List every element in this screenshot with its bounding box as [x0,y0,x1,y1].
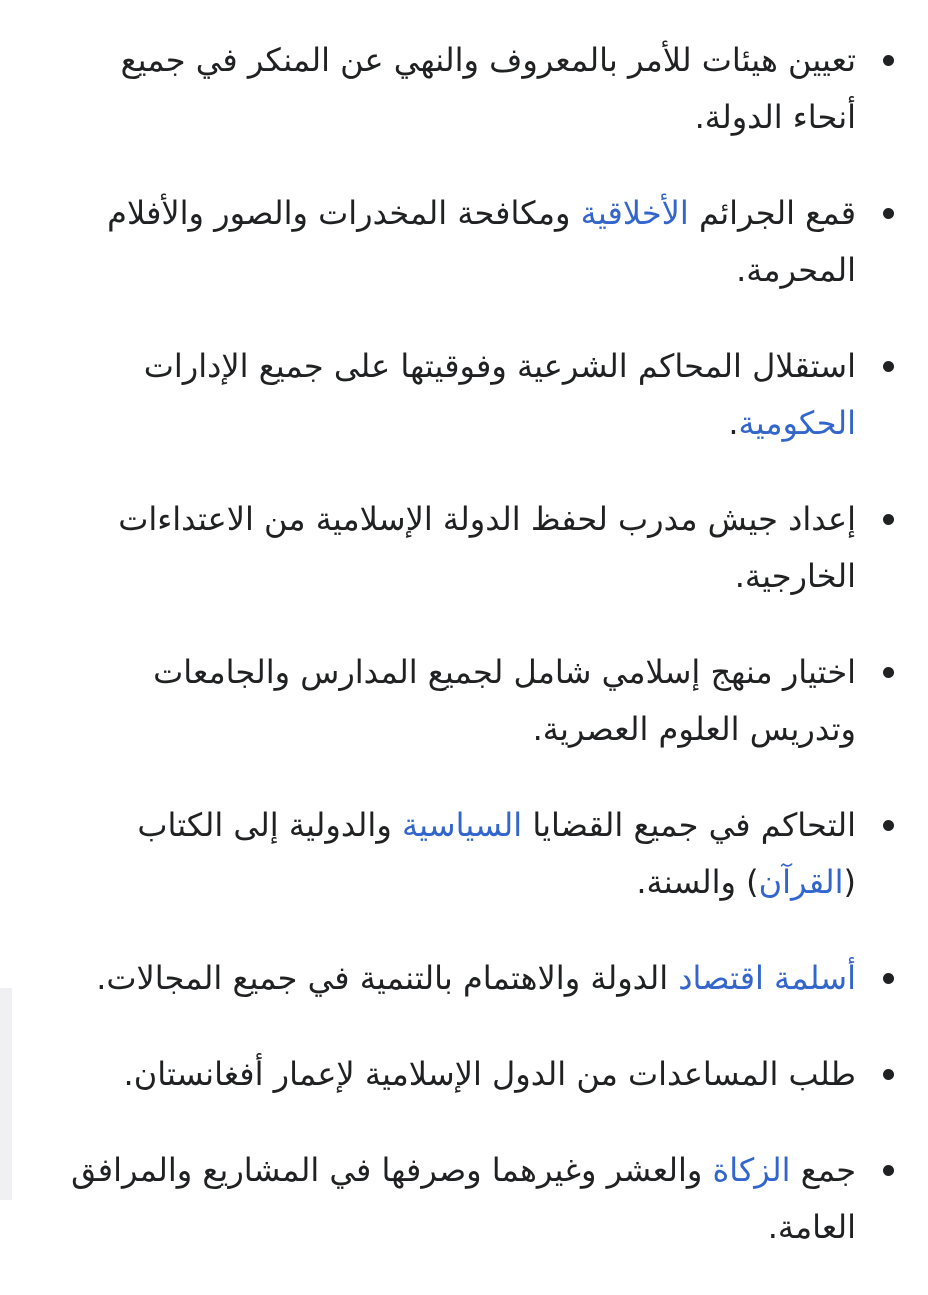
bullet-icon [883,514,894,525]
list-item [0,491,928,605]
list-item-text [124,1055,856,1093]
list-item [0,797,928,911]
article-link[interactable]: القرآن [758,863,844,901]
list-item-text [118,500,856,595]
list-item [0,1046,928,1103]
article-link[interactable]: أسلمة اقتصاد [678,959,856,997]
list-item-text [107,194,856,289]
item-text-segment: ومكافحة المخدرات والصور والأفلام المحرمة. [107,194,856,289]
item-text-segment: جمع [790,1151,856,1189]
bullet-icon [883,1165,894,1176]
item-text-segment: الدولة والاهتمام بالتنمية في جميع المجالات. [96,959,679,997]
list-item-text [153,653,856,748]
list-item [0,32,928,146]
bullet-icon [883,973,894,984]
goals-list [0,32,928,1295]
list-item-text [137,806,856,901]
list-item-text [96,959,856,997]
list-item [0,1142,928,1256]
bullet-icon [883,667,894,678]
item-text-segment: . [728,404,739,442]
bullet-icon [883,208,894,219]
list-item [0,950,928,1007]
item-text-segment: اختيار منهج إسلامي شامل لجميع المدارس والجامعات وتدريس العلوم العصرية. [153,653,856,748]
item-text-segment: إعداد جيش مدرب لحفظ الدولة الإسلامية من الاعتداءات الخارجية. [118,500,856,595]
item-text-segment: طلب المساعدات من الدول الإسلامية لإعمار أفغانستان. [123,1055,856,1093]
list-item [0,338,928,452]
item-text-segment: استقلال المحاكم الشرعية وفوقيتها على جميع الإدارات [143,347,856,385]
article-link[interactable]: الحكومية [738,404,856,442]
article-link[interactable]: الزكاة [712,1151,791,1189]
list-item-text [121,41,856,136]
item-text-segment: والعشر وغيرهما وصرفها في المشاريع والمرافق العامة. [71,1151,856,1246]
bullet-icon [883,55,894,66]
list-item-text [71,1151,856,1246]
article-link[interactable]: السياسية [401,806,523,844]
item-text-segment: تعيين هيئات للأمر بالمعروف والنهي عن المنكر في جميع أنحاء الدولة. [120,41,856,136]
list-item-text [144,347,856,442]
item-text-segment: والدولية إلى الكتاب ( [137,806,856,901]
bullet-icon [883,820,894,831]
item-text-segment: التحاكم في جميع القضايا [522,806,856,844]
item-text-segment: قمع الجرائم [688,194,856,232]
item-text-segment: ) والسنة. [636,863,759,901]
bullet-icon [883,361,894,372]
list-item [0,644,928,758]
list-item [0,185,928,299]
article-link[interactable]: الأخلاقية [580,194,689,232]
bullet-icon [883,1069,894,1080]
